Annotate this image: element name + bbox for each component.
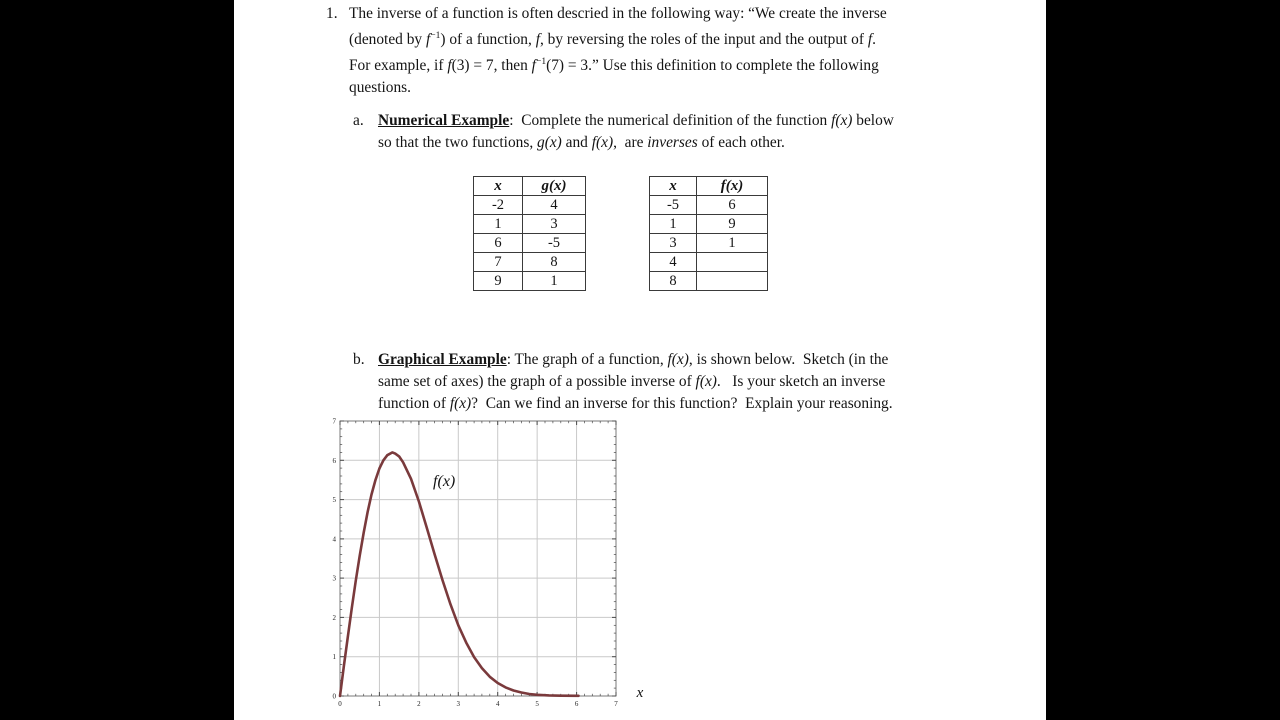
table-cell: 8 (523, 253, 586, 272)
x-tick-label: 6 (574, 700, 579, 708)
table-cell: -2 (474, 196, 523, 215)
table-cell: 6 (697, 196, 768, 215)
text-segment: g(x) (537, 134, 562, 151)
text-segment: : Complete the numerical definition of the function (509, 112, 832, 129)
text-segment: f(x) (449, 395, 472, 412)
text-segment: Numerical Example (378, 112, 510, 129)
x-tick-label: 5 (535, 700, 539, 708)
text-segment: (3) = 7, then (451, 57, 532, 75)
text-segment: The inverse of a function is often descried in the following way: “We create the inverse (349, 5, 887, 22)
text-segment: so that the two functions, (378, 134, 538, 151)
text-segment: −1 (535, 56, 547, 68)
table-cell: 1 (650, 215, 697, 234)
x-tick-label: 4 (495, 700, 500, 708)
text-segment: Graphical Example (378, 351, 507, 368)
text-segment: For example, if (349, 57, 448, 75)
text-segment: −1 (430, 30, 441, 41)
text-line (378, 349, 893, 371)
text-line (378, 393, 893, 415)
y-tick-label: 7 (332, 417, 336, 426)
table-cell: 4 (650, 253, 697, 272)
part-a-number: a. (353, 112, 364, 129)
curve-label: f(x) (433, 472, 456, 490)
text-segment: (denoted by (349, 31, 426, 49)
text-segment: , are (613, 134, 648, 151)
text-line (378, 110, 894, 132)
text-segment: questions. (349, 79, 411, 97)
y-tick-label: 6 (332, 456, 336, 465)
table-row (474, 215, 586, 234)
table-cell: 9 (697, 215, 768, 234)
table-row (650, 196, 768, 215)
f-function-table (649, 176, 768, 291)
letterbox-right (1046, 0, 1280, 720)
table-row (650, 272, 768, 291)
part-a-text (378, 110, 894, 154)
part-b-number: b. (353, 351, 365, 368)
table-header-cell: x (474, 177, 523, 196)
x-tick-label: 0 (338, 700, 342, 708)
letterbox-left (0, 0, 234, 720)
text-segment: f(x) (591, 134, 614, 151)
text-segment: function of (378, 395, 450, 412)
table-row (474, 272, 586, 291)
table-cell: 7 (474, 253, 523, 272)
y-tick-label: 1 (332, 653, 336, 662)
text-line (349, 77, 887, 99)
table-header-cell: g(x) (523, 177, 586, 196)
text-line (349, 51, 887, 77)
text-segment: (7) = 3.” Use this definition to complete the following (546, 57, 879, 75)
table-row (650, 215, 768, 234)
table-cell: 3 (523, 215, 586, 234)
text-line (349, 25, 887, 51)
table-cell: 4 (523, 196, 586, 215)
part-b-text (378, 349, 893, 415)
question-text (349, 3, 887, 99)
table-cell: 1 (523, 272, 586, 291)
x-tick-label: 1 (377, 700, 382, 708)
function-graph (322, 414, 662, 714)
table-header-cell: f(x) (697, 177, 768, 196)
table-cell (697, 253, 768, 272)
y-tick-label: 2 (332, 613, 336, 622)
text-segment: , by reversing the roles of the input and the output of (539, 31, 868, 49)
table-cell: 8 (650, 272, 697, 291)
text-segment: f (535, 31, 540, 49)
y-tick-label: 3 (332, 574, 336, 583)
text-segment: . Is your sketch an inverse (716, 373, 886, 390)
text-segment: f (531, 57, 536, 75)
table-header-row (474, 177, 586, 196)
table-cell: 3 (650, 234, 697, 253)
text-segment: ) of a function, (440, 31, 536, 49)
table-cell (697, 272, 768, 291)
text-segment: f(x) (695, 373, 717, 390)
text-line (349, 3, 887, 25)
text-segment: . (872, 31, 876, 49)
text-line (378, 132, 894, 154)
text-segment: ? Can we find an inverse for this function? Explain your reasoning. (471, 395, 893, 412)
table-row (474, 234, 586, 253)
y-tick-label: 0 (332, 692, 336, 701)
x-axis-label: x (636, 685, 644, 701)
table-cell: -5 (650, 196, 697, 215)
text-segment: of each other. (697, 134, 785, 151)
table-cell: -5 (523, 234, 586, 253)
text-segment: f(x) (667, 351, 689, 368)
text-segment: and (561, 134, 592, 151)
table-cell: 9 (474, 272, 523, 291)
text-segment: f(x) (831, 112, 853, 129)
text-segment: : The graph of a function, (506, 351, 668, 368)
question-number: 1. (326, 5, 338, 22)
x-tick-label: 7 (614, 700, 618, 708)
table-header-row (650, 177, 768, 196)
text-segment: , is shown below. Sketch (in the (688, 351, 889, 368)
table-cell: 1 (474, 215, 523, 234)
worksheet-page (234, 0, 1046, 720)
y-tick-label: 4 (332, 535, 336, 544)
x-tick-label: 2 (417, 700, 421, 708)
table-row (474, 253, 586, 272)
text-segment: below (852, 112, 894, 129)
table-row (650, 234, 768, 253)
x-tick-label: 3 (456, 700, 461, 708)
text-line (378, 371, 893, 393)
table-cell: 6 (474, 234, 523, 253)
g-function-table (473, 176, 586, 291)
y-tick-label: 5 (332, 496, 336, 505)
text-segment: f (425, 31, 431, 49)
text-segment: f (867, 31, 873, 49)
text-segment: f (447, 57, 452, 75)
table-cell: 1 (697, 234, 768, 253)
function-curve (340, 452, 579, 696)
table-row (474, 196, 586, 215)
table-header-cell: x (650, 177, 697, 196)
text-segment: inverses (647, 134, 698, 151)
text-segment: same set of axes) the graph of a possible inverse of (378, 373, 696, 390)
table-row (650, 253, 768, 272)
